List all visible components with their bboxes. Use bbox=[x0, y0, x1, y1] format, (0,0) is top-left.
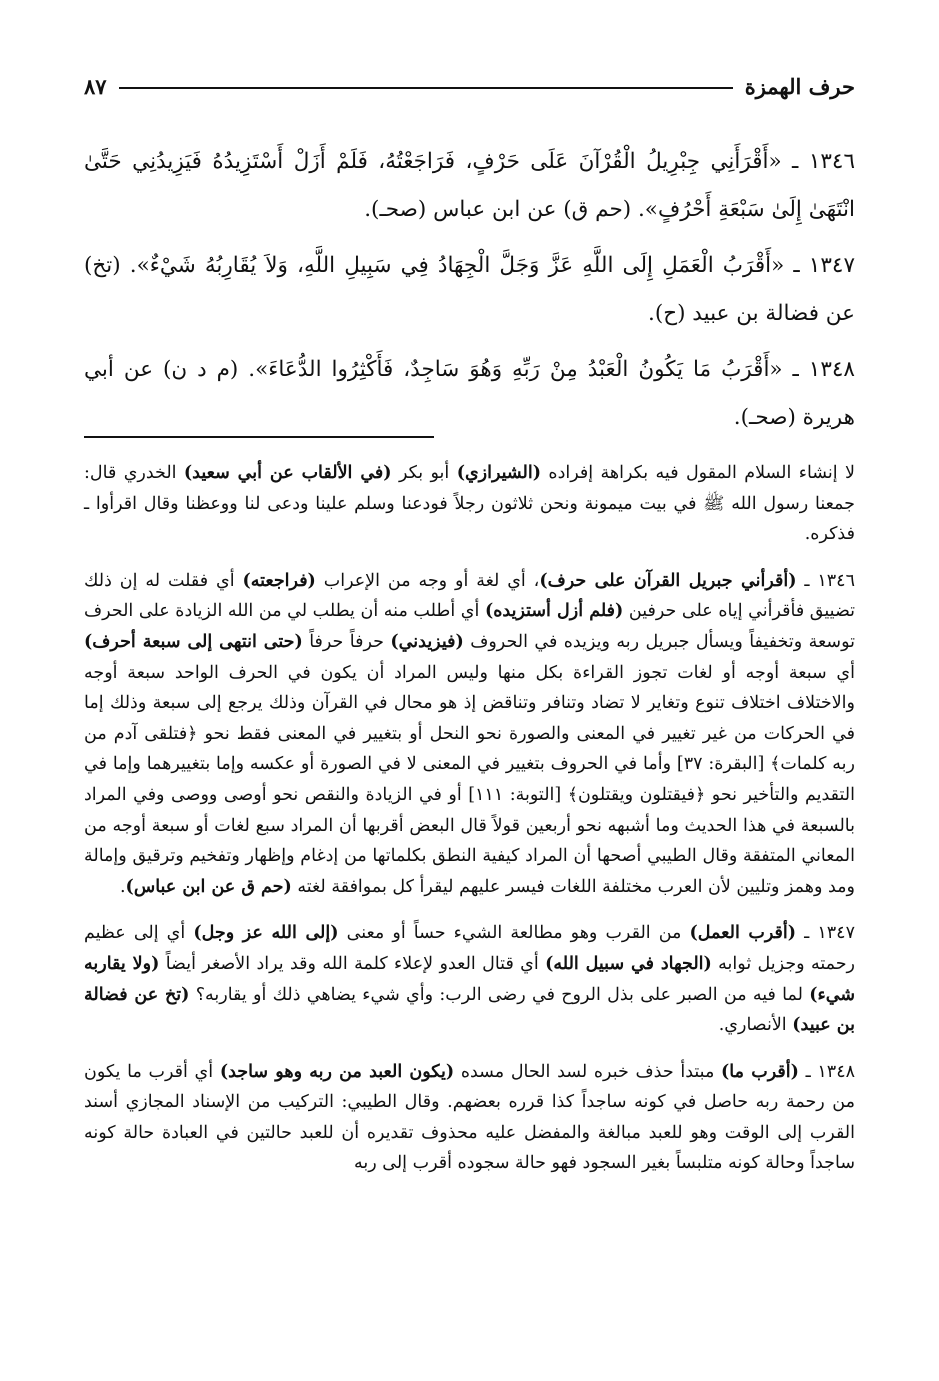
bold-run: (فراجعته) bbox=[242, 570, 316, 591]
hadith-text: «أَقْرَبُ الْعَمَلِ إِلَى اللَّهِ عَزَّ وَجَلَّ الْجِهَادُ فِي سَبِيلِ اللَّهِ، وَلاَ يُقَارِبُهُ شَيْءٌ». bbox=[129, 253, 785, 278]
bold-run: (الشيرازي) bbox=[456, 463, 542, 483]
bold-run: (أقرب العمل) bbox=[689, 923, 797, 944]
bold-run: (فيزيدني) bbox=[390, 631, 464, 652]
bold-run: (في الألقاب عن أبي سعيد) bbox=[183, 463, 392, 483]
commentary-1346 bbox=[84, 566, 855, 903]
text-run: لما فيه من الصبر على بذل الروح في رضى الرب: وأي شيء يضاهي ذلك أو يقاربه؟ bbox=[189, 984, 810, 1005]
bold-run: (ولا يقاربه شيء) bbox=[84, 953, 856, 1005]
running-title: حرف الهمزة bbox=[744, 73, 855, 99]
commentary-number: ١٣٤٦ ـ bbox=[796, 570, 855, 591]
bold-run: (أقرب ما) bbox=[721, 1061, 799, 1082]
text-run: الخدري قال: جمعنا رسول الله ﷺ في بيت ميمونة ونحن ثلاثون رجلاً فودعنا وسلم علينا ودعى لنا ووعظنا وقال اقرأوا ـ فذكره. bbox=[84, 463, 855, 545]
hadith-section bbox=[84, 138, 855, 450]
text-run: ، أي لغة أو وجه من الإعراب bbox=[315, 570, 540, 591]
bold-run: (يكون العبد من ربه وهو ساجد) bbox=[219, 1061, 455, 1082]
footnote-divider bbox=[84, 436, 434, 438]
text-run: أي سبعة أوجه أو لغات تجوز القراءة بكل منها وليس المراد أن يكون في الحرف الواحد سبعة أوجه والاختلاف اختلاف تنوع وتغاير لا تضاد وتنافر وتناقض إذ هو محال في القرآن وذلك يرجع إلى سبعة وذلك إما في الحركات من غير تغيير في المعنى والصورة نحو النحل أو بتغيير في المعنى فقط نحو ﴿فتلقى آدم من ربه كلمات﴾ [البقرة: ٣٧] وأما في الحروف بتغيير في المعنى لا في الصورة أو عكسه وإما بتغييرهما وإما في التقديم والتأخير نحو ﴿فيقتلون ويقتلون﴾ [التوبة: ١١١] أو في الزيادة والنقص نحو أوصى ووصى وفي المراد بالسبعة في هذا الحديث وما أشبهه نحو أربعين قولاً قال البعض أقربها أن المراد سبع لغات أو سبعة أوجه من المعاني المتفقة وقال الطيبي أصحها أن المراد كيفية النطق بكلماتها من إدغام وإظهار وتفخيم وترقيق وإمالة ومد وهمز وتليين لأن العرب مختلفة اللغات فيسر عليهم ليقرأ كل بموافقة لغته bbox=[84, 662, 855, 897]
bold-run: (حم ق عن ابن عباس) bbox=[125, 876, 292, 897]
hadith-number: ١٣٤٦ bbox=[808, 149, 856, 174]
hadith-source: (تخ) عن فضالة بن عبيد (ح). bbox=[84, 253, 855, 326]
bold-run: (الجهاد في سبيل الله) bbox=[545, 953, 712, 974]
commentary-section bbox=[84, 458, 855, 1195]
text-run: أبو بكر bbox=[391, 463, 457, 483]
hadith-1348: ١٣٤٨ ـ «أَقْرَبُ مَا يَكُونُ الْعَبْدُ مِنْ رَبِّهِ وَهُوَ سَاجِدٌ، فَأَكْثِرُوا الدُّعَاءَ». (م د ن) عن أبي هريرة (صحـ). bbox=[84, 357, 855, 430]
bold-run: (تخ عن فضالة بن عبيد) bbox=[84, 984, 855, 1036]
text-run: الأنصاري. bbox=[718, 1015, 793, 1036]
text-run: أي إلى عظيم رحمته وجزيل ثوابه bbox=[84, 923, 855, 974]
bold-run: (أقرأني جبريل القرآن على حرف) bbox=[539, 570, 797, 591]
commentary-1347 bbox=[84, 918, 855, 1040]
bold-run: (فلم أزل أستزيده) bbox=[484, 601, 624, 622]
text-run: أي أقرب ما يكون من رحمة ربه حاصل في كونه ساجداً كذا قرره بعضهم. وقال الطيبي: التركيب من الإسناد المجازي أسند القرب إلى الوقت وهو للعبد مبالغة والمفضل عليه محذوف تقديره أن للعبد حالتين في العبادة حالة كونه ساجداً وحالة كونه متلبساً بغير السجود فهو حالة سجوده أقرب إلى ربه bbox=[84, 1061, 855, 1174]
commentary-intro bbox=[84, 458, 855, 550]
commentary-number: ١٣٤٨ ـ bbox=[798, 1061, 855, 1082]
text-run: مبتدأ حذف خبره لسد الحال مسده bbox=[454, 1061, 722, 1082]
bold-run: (حتى انتهى إلى سبعة أحرف) bbox=[84, 631, 303, 652]
header-rule bbox=[119, 87, 733, 89]
commentary-number: ١٣٤٧ ـ bbox=[796, 923, 855, 944]
page-number: ٨٧ bbox=[84, 73, 107, 99]
hadith-number: ١٣٤٨ bbox=[808, 357, 855, 382]
text-run: أي فقلت له إن ذلك تضييق فأقرأني إياه على حرفين bbox=[84, 570, 856, 622]
hadith-1347: ١٣٤٧ ـ «أَقْرَبُ الْعَمَلِ إِلَى اللَّهِ عَزَّ وَجَلَّ الْجِهَادُ فِي سَبِيلِ اللَّهِ، وَلاَ يُقَارِبُهُ شَيْءٌ». (تخ) عن فضالة بن عبيد (ح). bbox=[84, 253, 855, 326]
page-header bbox=[84, 68, 855, 104]
hadith-source: (حم ق) عن ابن عباس (صحـ). bbox=[364, 197, 632, 222]
hadith-text: «أَقْرَأَنِي جِبْرِيلُ الْقُرْآنَ عَلَى حَرْفٍ، فَرَاجَعْتُهُ، فَلَمْ أَزَلْ أَسْتَزِيدُهُ فَيَزِيدُنِي حَتَّىٰ انْتَهَىٰ إِلَىٰ سَبْعَةِ أَحْرُفٍ». bbox=[84, 149, 855, 222]
text-run: لا إنشاء السلام المقول فيه بكراهة إفراده bbox=[541, 463, 855, 483]
text-run: حرفاً حرفاً bbox=[302, 631, 391, 652]
hadith-source: (م د ن) عن أبي هريرة (صحـ). bbox=[84, 357, 855, 430]
text-run: أي أطلب منه أن يطلب لي من الله الزيادة على الحرف توسعة وتخفيفاً ويسأل جبريل ربه ويزيده في الحروف bbox=[84, 601, 855, 652]
hadith-number: ١٣٤٧ bbox=[808, 253, 855, 278]
hadith-text: «أَقْرَبُ مَا يَكُونُ الْعَبْدُ مِنْ رَبِّهِ وَهُوَ سَاجِدٌ، فَأَكْثِرُوا الدُّعَاءَ». bbox=[248, 357, 783, 382]
text-run: من القرب وهو مطالعة الشيء حساً أو معنى bbox=[338, 923, 690, 944]
hadith-1346: ١٣٤٦ ـ «أَقْرَأَنِي جِبْرِيلُ الْقُرْآنَ عَلَى حَرْفٍ، فَرَاجَعْتُهُ، فَلَمْ أَزَلْ أَسْتَزِيدُهُ فَيَزِيدُنِي حَتَّىٰ انْتَهَىٰ إِلَىٰ سَبْعَةِ أَحْرُفٍ». (حم ق) عن ابن عباس (صحـ). bbox=[84, 149, 856, 222]
text-run: أي قتال العدو لإعلاء كلمة الله وقد يراد الأصغر أيضاً bbox=[159, 953, 546, 974]
text-run: . bbox=[119, 876, 126, 897]
bold-run: (إلى الله عز وجل) bbox=[193, 923, 339, 944]
commentary-1348 bbox=[84, 1057, 855, 1179]
